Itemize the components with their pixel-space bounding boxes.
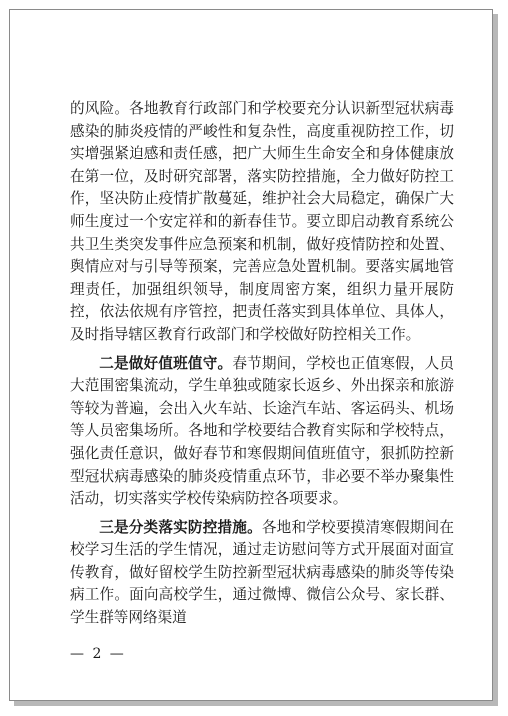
paragraph-2-text: 春节期间，学校也正值寒假，人员大范围密集流动，学生单独或随家长返乡、外出探亲和旅游等较为普遍，会出入火车站、长途汽车站、客运码头、机场等人员密集场所。各地和学校要结合教育实际和学校特点，强化责任意识，做好春节和寒假期间值班值守，狠抓防控新型冠状病毒感染的肺炎疫情重点环节，非必要不举办聚集性活动，切实落实学校传染病防控各项要求。 [70, 354, 454, 508]
body-text [70, 98, 454, 630]
paragraph-1-text: 的风险。各地教育行政部门和学校要充分认识新型冠状病毒感染的肺炎疫情的严峻性和复杂性，高度重视防控工作，切实增强紧迫感和责任感，把广大师生生命安全和身体健康放在第一位，及时研究部署，落实防控措施，全力做好防控工作，坚决防止疫情扩散蔓延，维护社会大局稳定，确保广大师生度过一个安定祥和的新春佳节。要立即启动教育系统公共卫生类突发事件应急预案和机制，做好疫情防控和处置、舆情应对与引导等预案，完善应急处置机制。要落实属地管理责任，加强组织领导，制度周密方案，组织力量开展防控，依法依规有序管控，把责任落实到具体单位、具体人，及时指导辖区教育行政部门和学校做好防控相关工作。 [70, 100, 454, 343]
paragraph-3-heading: 三是分类落实防控措施。 [99, 518, 262, 536]
document-page [9, 9, 493, 701]
page-number: — 2 — [70, 646, 126, 662]
paragraph-2-heading: 二是做好值班值守。 [99, 354, 233, 372]
paragraph-3-text: 各地和学校要摸清寒假期间在校学习生活的学生情况，通过走访慰问等方式开展面对面宣传教育，做好留校学生防控新型冠状病毒感染的肺炎等传染病工作。面向高校学生，通过微博、微信公众号、家长群、学生群等网络渠道 [70, 518, 454, 627]
paragraph-1 [70, 98, 454, 347]
paragraph-3 [70, 517, 454, 630]
paragraph-2 [70, 353, 454, 511]
